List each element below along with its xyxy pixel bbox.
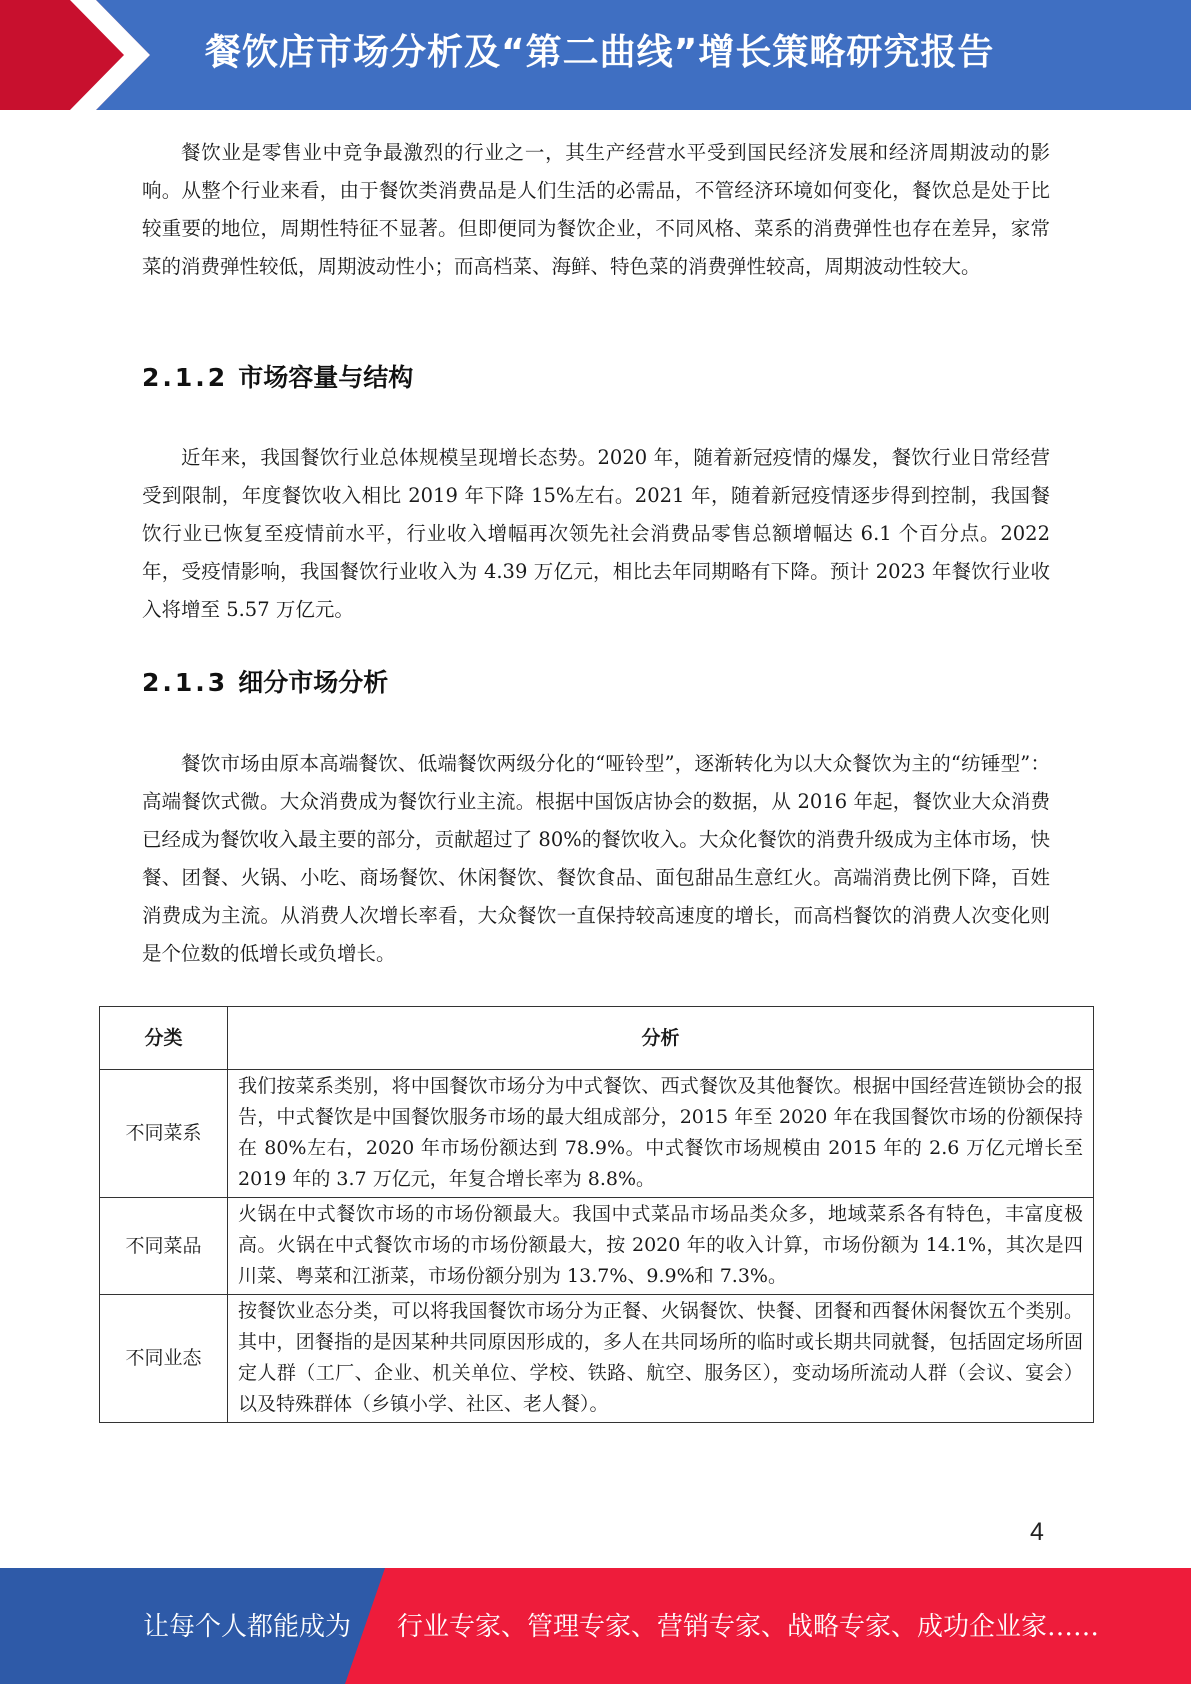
analysis-cell: 我们按菜系类别，将中国餐饮市场分为中式餐饮、西式餐饮及其他餐饮。根据中国经营连锁协会的报告，中式餐饮是中国餐饮服务市场的最大组成部分，2015 年至 2020 年在我国餐饮市场的份额保持在 80%左右，2020 年市场份额达到 78.9%。中式餐饮市场规模由 2015 年的 2.6 万亿元增长至 2019 年的 3.7 万亿元，年复合增长率为 8.8%。: [228, 1070, 1094, 1198]
section-number: 2.1.3: [142, 668, 229, 697]
section-heading-2-1-3: [142, 663, 388, 703]
section-heading-2-1-2: [142, 358, 413, 398]
page-number: 4: [1030, 1518, 1044, 1546]
table-row: [100, 1198, 1094, 1295]
footer-bar: [0, 1568, 1191, 1684]
section-number: 2.1.2: [142, 363, 229, 392]
segment-table: [99, 1006, 1094, 1423]
footer-slogan-left: 让每个人都能成为: [143, 1612, 352, 1642]
table-header-row: [100, 1007, 1094, 1070]
category-cell: 不同业态: [100, 1295, 228, 1423]
analysis-cell: 按餐饮业态分类，可以将我国餐饮市场分为正餐、火锅餐饮、快餐、团餐和西餐休闲餐饮五个类别。其中，团餐指的是因某种共同原因形成的，多人在共同场所的临时或长期共同就餐，包括固定场所固定人群（工厂、企业、机关单位、学校、铁路、航空、服务区），变动场所流动人群（会议、宴会）以及特殊群体（乡镇小学、社区、老人餐）。: [228, 1295, 1094, 1423]
footer-slogan-right: 行业专家、管理专家、营销专家、战略专家、成功企业家……: [397, 1612, 1100, 1642]
table-row: [100, 1295, 1094, 1423]
red-chevron-decoration: [0, 0, 150, 110]
column-header-category: 分类: [100, 1007, 228, 1070]
header-bar: [0, 0, 1191, 110]
market-capacity-paragraph: 近年来，我国餐饮行业总体规模呈现增长态势。2020 年，随着新冠疫情的爆发，餐饮行业日常经营受到限制，年度餐饮收入相比 2019 年下降 15%左右。2021 年，随着新冠疫情逐步得到控制，我国餐饮行业已恢复至疫情前水平，行业收入增幅再次领先社会消费品零售总额增幅达 6.1 个百分点。2022 年，受疫情影响，我国餐饮行业收入为 4.39 万亿元，相比去年同期略有下降。预计 2023 年餐饮行业收入将增至 5.57 万亿元。: [142, 446, 1050, 621]
table-row: [100, 1070, 1094, 1198]
category-cell: 不同菜系: [100, 1070, 228, 1198]
category-cell: 不同菜品: [100, 1198, 228, 1295]
section-title: 市场容量与结构: [238, 363, 414, 392]
report-title: 餐饮店市场分析及“第二曲线”增长策略研究报告: [205, 32, 995, 73]
analysis-cell: 火锅在中式餐饮市场的市场份额最大。我国中式菜品市场品类众多，地域菜系各有特色，丰富度极高。火锅在中式餐饮市场的市场份额最大，按 2020 年的收入计算，市场份额为 14.1%，其次是四川菜、粤菜和江浙菜，市场份额分别为 13.7%、9.9%和 7.3%。: [228, 1198, 1094, 1295]
column-header-analysis: 分析: [228, 1007, 1094, 1070]
intro-paragraph: 餐饮业是零售业中竞争最激烈的行业之一，其生产经营水平受到国民经济发展和经济周期波动的影响。从整个行业来看，由于餐饮类消费品是人们生活的必需品，不管经济环境如何变化，餐饮总是处于比较重要的地位，周期性特征不显著。但即便同为餐饮企业，不同风格、菜系的消费弹性也存在差异，家常菜的消费弹性较低，周期波动性小；而高档菜、海鲜、特色菜的消费弹性较高，周期波动性较大。: [142, 141, 1050, 278]
section-title: 细分市场分析: [238, 668, 389, 697]
segment-analysis-paragraph: 餐饮市场由原本高端餐饮、低端餐饮两级分化的“哑铃型”，逐渐转化为以大众餐饮为主的“纺锤型”：高端餐饮式微。大众消费成为餐饮行业主流。根据中国饭店协会的数据，从 2016 年起，餐饮业大众消费已经成为餐饮收入最主要的部分，贡献超过了 80%的餐饮收入。大众化餐饮的消费升级成为主体市场，快餐、团餐、火锅、小吃、商场餐饮、休闲餐饮、餐饮食品、面包甜品生意红火。高端消费比例下降，百姓消费成为主流。从消费人次增长率看，大众餐饮一直保持较高速度的增长，而高档餐饮的消费人次变化则是个位数的低增长或负增长。: [142, 752, 1050, 965]
